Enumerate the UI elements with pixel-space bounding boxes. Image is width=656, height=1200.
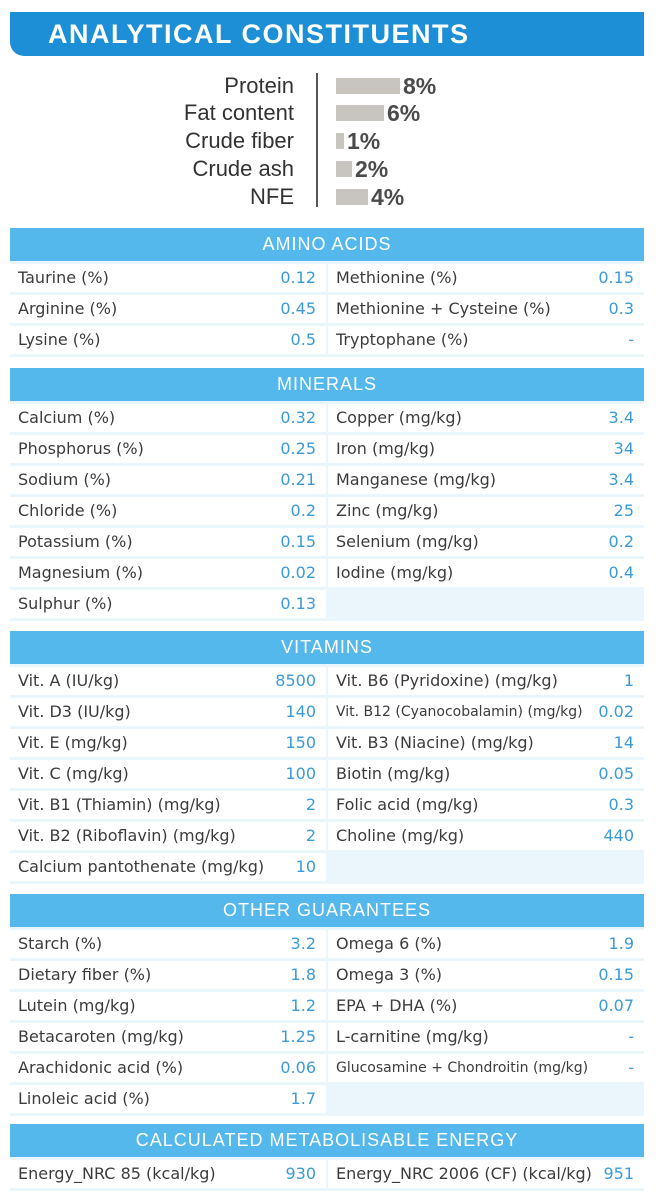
table-row <box>10 264 326 292</box>
table-row <box>328 404 644 432</box>
table-row <box>328 729 644 757</box>
table-row <box>10 295 326 323</box>
constituent-value: 8% <box>403 73 437 99</box>
nutrient-name: Copper (mg/kg) <box>336 408 462 427</box>
nutrient-name: Tryptophane (%) <box>336 330 469 349</box>
table-row <box>328 497 644 525</box>
table-row <box>10 466 326 494</box>
table-row <box>328 528 644 556</box>
section-title: OTHER GUARANTEES <box>10 894 644 927</box>
table-row <box>328 466 644 494</box>
nutrient-value: 951 <box>603 1164 634 1183</box>
table-row <box>10 497 326 525</box>
nutrient-value: 0.15 <box>598 268 634 287</box>
nutrient-value: 1.25 <box>280 1027 316 1046</box>
table-row <box>328 264 644 292</box>
table-row <box>10 961 326 989</box>
nutrient-name: Sulphur (%) <box>18 594 113 613</box>
nutrient-value: 3.4 <box>608 408 634 427</box>
constituent-row <box>0 99 656 127</box>
table-row <box>10 992 326 1020</box>
right-column <box>328 667 644 853</box>
nutrient-name: Vit. B2 (Riboflavin) (mg/kg) <box>18 826 236 845</box>
nutrient-value: 140 <box>285 702 316 721</box>
nutrient-value: 0.32 <box>280 408 316 427</box>
right-column <box>328 404 644 590</box>
nutrient-value: - <box>628 1027 634 1046</box>
constituent-value: 2% <box>355 156 389 182</box>
nutrient-name: Methionine + Cysteine (%) <box>336 299 551 318</box>
nutrient-name: Vit. D3 (IU/kg) <box>18 702 131 721</box>
table-row <box>10 590 326 618</box>
section-body <box>10 664 644 884</box>
section-title: AMINO ACIDS <box>10 228 644 261</box>
left-column <box>10 404 326 621</box>
table-row <box>10 853 326 881</box>
constituent-label: NFE <box>250 184 294 209</box>
nutrient-value: 3.4 <box>608 470 634 489</box>
table-row <box>10 1023 326 1051</box>
constituent-row <box>0 72 656 100</box>
section-body <box>10 261 644 357</box>
nutrient-value: 0.05 <box>598 764 634 783</box>
nutrient-value: 1 <box>623 671 634 690</box>
section-body <box>10 401 644 621</box>
nutrient-value: 25 <box>613 501 634 520</box>
constituent-value: 6% <box>387 100 421 126</box>
nutrient-name: Starch (%) <box>18 934 103 953</box>
constituent-bar <box>336 78 400 94</box>
table-row <box>10 729 326 757</box>
section-vitamins <box>10 631 644 884</box>
table-row <box>10 559 326 587</box>
table-row <box>328 961 644 989</box>
nutrient-value: 10 <box>295 857 316 876</box>
nutrient-name: Choline (mg/kg) <box>336 826 465 845</box>
table-row <box>10 698 326 726</box>
nutrient-value: 0.12 <box>280 268 316 287</box>
nutrient-value: 0.25 <box>280 439 316 458</box>
table-row <box>328 326 644 354</box>
section-title: MINERALS <box>10 368 644 401</box>
nutrient-value: 34 <box>613 439 634 458</box>
nutrient-name: Iodine (mg/kg) <box>336 563 454 582</box>
nutrient-value: 0.13 <box>280 594 316 613</box>
nutrient-value: 0.2 <box>608 532 634 551</box>
table-row <box>328 1054 644 1082</box>
nutrient-value: 0.07 <box>598 996 634 1015</box>
constituent-label: Fat content <box>183 100 294 125</box>
nutrient-name: Omega 6 (%) <box>336 934 443 953</box>
constituent-label: Crude fiber <box>185 128 294 153</box>
nutrient-value: 0.5 <box>290 330 316 349</box>
nutrient-name: Energy_NRC 2006 (CF) (kcal/kg) <box>336 1164 592 1183</box>
table-row <box>10 404 326 432</box>
constituent-bar <box>336 133 344 149</box>
section-other-guarantees <box>10 894 644 1116</box>
nutrient-name: Betacaroten (mg/kg) <box>18 1027 184 1046</box>
nutrient-value: 8500 <box>275 671 316 690</box>
constituent-label: Protein <box>224 73 294 98</box>
analytical-constituents-chart <box>0 70 656 215</box>
section-body <box>10 927 644 1116</box>
table-row <box>328 930 644 958</box>
nutrient-name: Glucosamine + Chondroitin (mg/kg) <box>336 1060 589 1076</box>
nutrient-name: Omega 3 (%) <box>336 965 443 984</box>
left-column <box>10 1160 326 1191</box>
constituent-row <box>0 155 656 183</box>
nutrient-name: Selenium (mg/kg) <box>336 532 479 551</box>
right-column <box>328 1160 644 1191</box>
nutrient-name: Taurine (%) <box>18 268 109 287</box>
nutrient-name: Dietary fiber (%) <box>18 965 152 984</box>
nutrient-name: Calcium pantothenate (mg/kg) <box>18 857 265 876</box>
nutrient-name: Vit. E (mg/kg) <box>18 733 128 752</box>
table-row <box>328 559 644 587</box>
right-column <box>328 264 644 357</box>
table-row <box>328 822 644 850</box>
nutrient-value: 100 <box>285 764 316 783</box>
nutrient-value: 0.3 <box>608 299 634 318</box>
table-row <box>328 667 644 695</box>
nutrient-name: Vit. B3 (Niacine) (mg/kg) <box>336 733 534 752</box>
left-column <box>10 264 326 357</box>
nutrient-name: Potassium (%) <box>18 532 133 551</box>
constituent-value: 1% <box>347 128 381 154</box>
nutrient-name: Linoleic acid (%) <box>18 1089 150 1108</box>
table-row <box>10 667 326 695</box>
nutrient-name: Zinc (mg/kg) <box>336 501 439 520</box>
table-row <box>328 698 644 726</box>
table-row <box>10 326 326 354</box>
table-row <box>328 1023 644 1051</box>
nutrient-name: Biotin (mg/kg) <box>336 764 451 783</box>
nutrient-name: Energy_NRC 85 (kcal/kg) <box>18 1164 216 1183</box>
nutrient-name: Vit. B6 (Pyridoxine) (mg/kg) <box>336 671 558 690</box>
nutrient-name: Calcium (%) <box>18 408 116 427</box>
nutrient-name: Arachidonic acid (%) <box>18 1058 184 1077</box>
constituent-bar <box>336 189 368 205</box>
nutrient-value: 930 <box>285 1164 316 1183</box>
nutrient-name: Arginine (%) <box>18 299 118 318</box>
table-row <box>10 930 326 958</box>
section-title: VITAMINS <box>10 631 644 664</box>
constituent-bar <box>336 161 352 177</box>
nutrient-value: 0.2 <box>290 501 316 520</box>
table-row <box>328 435 644 463</box>
table-row <box>10 435 326 463</box>
nutrient-value: 0.06 <box>280 1058 316 1077</box>
constituent-row <box>0 127 656 155</box>
table-row <box>328 791 644 819</box>
nutrient-name: Lutein (mg/kg) <box>18 996 136 1015</box>
nutrient-value: 0.02 <box>598 702 634 721</box>
table-row <box>10 528 326 556</box>
nutrient-value: 0.15 <box>598 965 634 984</box>
nutrient-name: Lysine (%) <box>18 330 101 349</box>
table-row <box>328 1160 644 1188</box>
nutrient-value: 0.4 <box>608 563 634 582</box>
left-column <box>10 667 326 884</box>
nutrient-name: Iron (mg/kg) <box>336 439 435 458</box>
nutrient-value: 2 <box>305 795 316 814</box>
constituent-row <box>0 183 656 211</box>
nutrient-value: 150 <box>285 733 316 752</box>
table-row <box>10 1085 326 1113</box>
table-row <box>10 760 326 788</box>
nutrient-name: Folic acid (mg/kg) <box>336 795 479 814</box>
nutrient-name: Sodium (%) <box>18 470 112 489</box>
nutrient-value: 0.3 <box>608 795 634 814</box>
nutrient-name: EPA + DHA (%) <box>336 996 458 1015</box>
nutrient-name: Vit. B12 (Cyanocobalamin) (mg/kg) <box>336 704 583 720</box>
table-row <box>10 1054 326 1082</box>
nutrient-value: 3.2 <box>290 934 316 953</box>
table-row <box>10 1160 326 1188</box>
nutrient-name: Magnesium (%) <box>18 563 144 582</box>
table-row <box>328 295 644 323</box>
nutrient-value: 1.7 <box>290 1089 316 1108</box>
nutrient-name: Methionine (%) <box>336 268 458 287</box>
nutrient-value: - <box>628 330 634 349</box>
section-body <box>10 1157 644 1191</box>
constituent-bar <box>336 105 384 121</box>
nutrient-name: Manganese (mg/kg) <box>336 470 496 489</box>
section-minerals <box>10 368 644 621</box>
nutrient-value: 14 <box>613 733 634 752</box>
section-amino-acids <box>10 228 644 357</box>
constituent-label: Crude ash <box>192 156 294 181</box>
nutrient-value: 0.15 <box>280 532 316 551</box>
nutrient-value: 1.9 <box>608 934 634 953</box>
section-title: CALCULATED METABOLISABLE ENERGY <box>10 1124 644 1157</box>
nutrient-value: 0.45 <box>280 299 316 318</box>
page-title: ANALYTICAL CONSTITUENTS <box>48 19 470 49</box>
table-row <box>10 822 326 850</box>
nutrient-value: 1.8 <box>290 965 316 984</box>
section-calculated-metabolisable-energy <box>10 1124 644 1191</box>
table-row <box>328 992 644 1020</box>
constituent-value: 4% <box>371 184 405 210</box>
left-column <box>10 930 326 1116</box>
nutrient-name: Chloride (%) <box>18 501 118 520</box>
nutrient-name: Phosphorus (%) <box>18 439 144 458</box>
nutrient-name: L-carnitine (mg/kg) <box>336 1027 489 1046</box>
nutrient-value: 2 <box>305 826 316 845</box>
nutrient-name: Vit. A (IU/kg) <box>18 671 120 690</box>
nutrient-name: Vit. C (mg/kg) <box>18 764 129 783</box>
nutrient-value: 1.2 <box>290 996 316 1015</box>
nutrient-value: 0.02 <box>280 563 316 582</box>
nutrient-name: Vit. B1 (Thiamin) (mg/kg) <box>18 795 221 814</box>
nutrient-value: 440 <box>603 826 634 845</box>
nutrient-value: - <box>628 1058 634 1077</box>
table-row <box>10 791 326 819</box>
table-row <box>328 760 644 788</box>
right-column <box>328 930 644 1085</box>
nutrient-value: 0.21 <box>280 470 316 489</box>
